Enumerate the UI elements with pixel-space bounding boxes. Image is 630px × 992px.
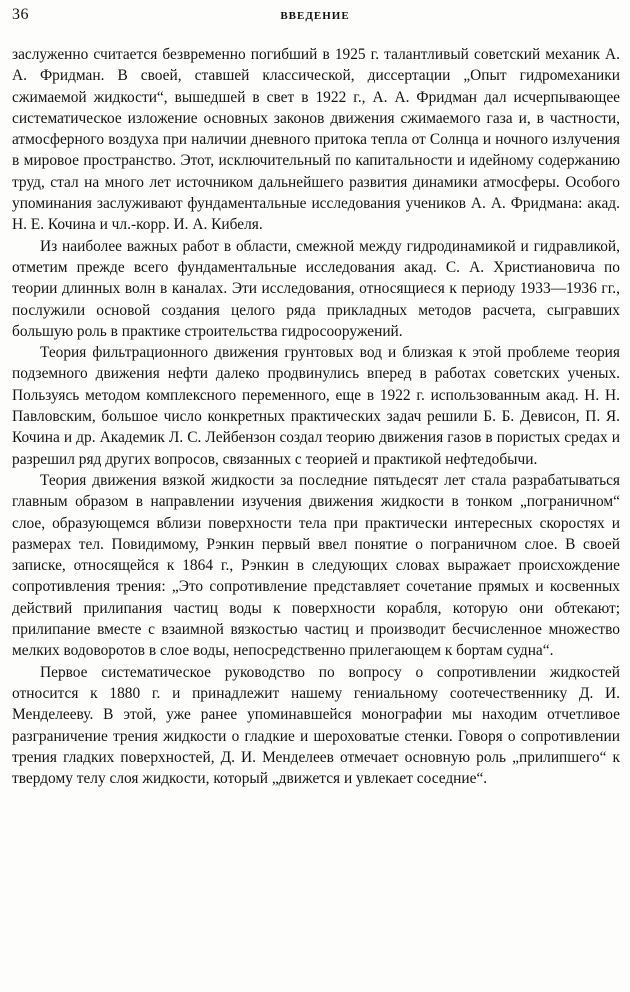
paragraph-boundary-layer: Теория движения вязкой жидкости за последние пятьдесят лет стала разрабатываться главным образом в направлении изучения движения жидкости в тонком „пограничном“ слое, образующемся вблизи поверхности тела при практически интересных скоростях и размерах тел. Повидимому, Рэнкин первый ввел понятие о пограничном слое. В своей записке, относящейся к 1864 г., Рэнкин в следующих словах выражает происхождение сопротивления трения: „Это сопротивление представляет сочетание прямых и косвенных действий прилипания частиц воды к поверхности корабля, которую они обтекают; прилипание вместе с взаимной вязкостью частиц и производит бесчисленное множество мелких водоворотов в слое воды, непосредственно прилегающем к бортам судна“. <box>12 471 620 660</box>
paragraph-long-waves: Из наиболее важных работ в области, смежной между гидродинамикой и гидравликой, отметим прежде всего фундаментальные исследования акад. С. А. Христиановича по теории длинных волн в каналах. Эти исследования, относящиеся к периоду 1933—1936 гг., послужили основой создания целого ряда прикладных методов расчета, сыгравших большую роль в практике строительства гидросооружений. <box>12 237 620 340</box>
page-number: 36 <box>12 6 29 23</box>
paragraph-filtration: Теория фильтрационного движения грунтовых вод и близкая к этой проблеме теория подземного движения нефти далеко продвинулись вперед в работах советских ученых. Пользуясь методом комплексного переменного, еще в 1922 г. использованным акад. Н. Н. Павловским, большое число конкретных практических задач решили Б. Б. Девисон, П. Я. Кочина и др. Академик Л. С. Лейбензон создал теорию движения газов в пористых средах и разрешил ряд других вопросов, связанных с теорией и практикой нефтедобычи. <box>12 344 620 468</box>
paragraph-mendeleev: Первое систематическое руководство по вопросу о сопротивлении жидкостей относится к 1880 г. и принадлежит нашему гениальному соотечественнику Д. И. Менделееву. В этой, уже ранее упоминавшейся монографии мы находим отчетливое разграничение трения жидкости о гладкие и шероховатые стенки. Говоря о сопротивлении трения гладких поверхностей, Д. И. Менделеев отмечает основную роль „прилипшего“ к твердому телу слоя жидкости, который „движется и увлекает соседние“. <box>12 663 620 788</box>
running-head: ВВЕДЕНИЕ <box>280 10 350 22</box>
body-text <box>12 44 620 789</box>
paragraph-friedman: заслуженно считается безвременно погибший в 1925 г. талантливый советский механик А. А. Фридман. В своей, ставшей классической, диссертации „Опыт гидромеханики сжимаемой жидкости“, вышедшей в свет в 1922 г., А. А. Фридман дал исчерпывающее систематическое изложение основных законов движения сжимаемого газа и, в частности, атмосферного воздуха при наличии дневного притока тепла от Солнца и ночного излучения в мировое пространство. Этот, исключительный по капитальности и идейному содержанию труд, стал на много лет источником дальнейшего развития динамики атмосферы. Особого упоминания заслуживают фундаментальные исследования учеников А. А. Фридмана: акад. Н. Е. Кочина и чл.-корр. И. А. Кибеля. <box>12 46 620 234</box>
